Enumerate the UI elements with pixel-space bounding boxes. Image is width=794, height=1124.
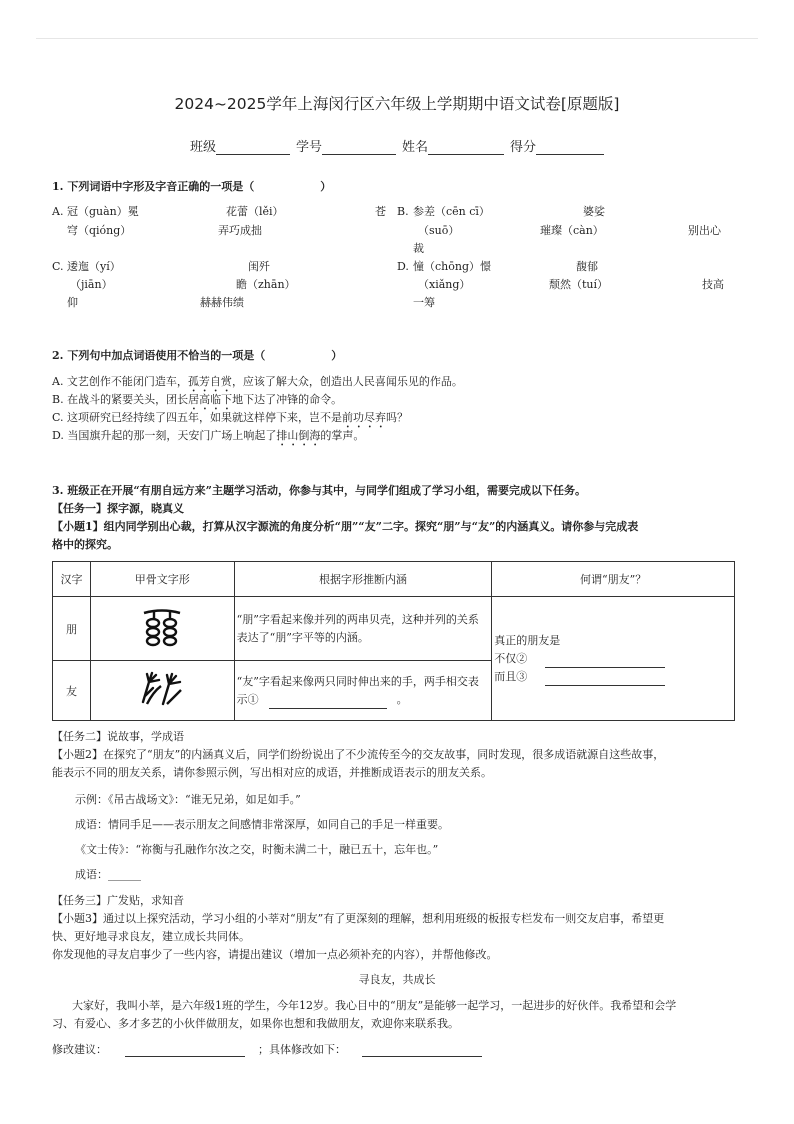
q2-a-post: ，应该了解大众，创造出人民喜闻乐见的作品。 <box>231 375 463 388</box>
q1-a-word1: 冠（guàn）冕 <box>67 205 139 218</box>
q2-d-pre: D. 当国旗升起的那一刻，天安门广场上响起了 <box>52 429 277 442</box>
blank2-label: 不仅② <box>494 651 528 665</box>
q1-b-word2: 婆娑 <box>583 205 605 218</box>
answer-blank-1[interactable] <box>269 696 387 709</box>
q2-c-dotted-word: 前功尽弃 <box>342 411 387 424</box>
q2-b-post: 地下达了冲锋的命令。 <box>232 393 343 406</box>
q1-stem: 1. 下列词语中字形及字音正确的一项是（ ） <box>52 180 332 193</box>
q1-option-c-label: C. <box>52 260 64 273</box>
oracle-you-cell <box>90 661 234 721</box>
oracle-you-glyph-icon <box>139 670 185 708</box>
suggestion-blank[interactable] <box>125 1044 245 1057</box>
table-header-cell: 汉字 <box>53 562 91 597</box>
friend-def-line3 <box>494 668 732 686</box>
q1-d-word2: 馥郁 <box>576 260 598 273</box>
q3-sub1-line2: 格中的探究。 <box>52 538 118 551</box>
q2-b-pre: B. 在战斗的紧要关头，团长 <box>52 393 189 406</box>
answer-blank-3[interactable] <box>545 673 665 686</box>
example-idiom: 成语：情同手足——表示朋友之间感情非常深厚，如同自己的手足一样重要。 <box>75 818 449 831</box>
oracle-peng-cell <box>90 597 234 661</box>
q1-d-word4: 一筹 <box>413 296 435 309</box>
q3-sub1-line1: 【小题1】组内同学别出心裁，打算从汉字源流的角度分析“朋”“友”二字。探究“朋”与“友”的内涵真义。请你参与完成表 <box>52 520 639 533</box>
q1-c-word3: 瞻（zhān） <box>236 278 296 291</box>
q2-b-dotted-word: 居高临下 <box>188 393 233 406</box>
table-header-cell: 甲骨文字形 <box>90 562 234 597</box>
q1-d-word3: 颓然（tuí） <box>549 278 609 291</box>
q1-option-d-label: D. <box>397 260 409 273</box>
q2-option-c <box>52 411 408 431</box>
oracle-peng-glyph-icon <box>140 605 184 649</box>
q2-option-d <box>52 429 364 449</box>
modify-blank[interactable] <box>362 1044 482 1057</box>
q1-a-word3b: 穹（qióng） <box>67 224 132 237</box>
suggest-label: 修改建议： <box>52 1043 107 1056</box>
q1-c-word4b: 仰 <box>67 296 78 309</box>
table-header-cell: 何谓“朋友”？ <box>492 562 735 597</box>
class-label: 班级 <box>190 140 217 155</box>
peng-meaning-cell: “朋”字看起来像并列的两串贝壳，这种并列的关系表达了“朋”字平等的内涵。 <box>234 597 492 661</box>
q2-a-pre: A. 文艺创作不能闭门造车， <box>52 375 188 388</box>
score-blank[interactable] <box>536 140 604 155</box>
example-quote: 示例：《吊古战场文》：“谁无兄弟，如足如手。” <box>75 793 301 806</box>
q1-b-word4b: 裁 <box>413 242 424 255</box>
q2-option-a <box>52 375 463 395</box>
q1-a-word4: 弄巧成拙 <box>218 224 262 237</box>
q1-d-word2b: （xiǎng） <box>418 278 471 291</box>
number-blank[interactable] <box>322 140 396 155</box>
q1-c-word4: 技高 <box>702 278 724 291</box>
q3-sub3-line2: 快、更好地寻求良友，建立成长共同体。 <box>52 930 250 943</box>
q1-c-word5: 赫赫伟绩 <box>200 296 244 309</box>
you-meaning-pre: “友”字看起来像两只同时伸出来的手，两手相交表示① <box>236 674 479 706</box>
q3-sub2-line1: 【小题2】在探究了“朋友”的内涵真义后，同学们纷纷说出了不少流传至今的交友故事，同时发现，很多成语就源自这些故事， <box>52 748 665 761</box>
modify-label: ；具体修改如下： <box>258 1043 346 1056</box>
name-label: 姓名 <box>402 140 429 155</box>
q1-c-word1: 逶迤（yí） <box>67 260 121 273</box>
name-blank[interactable] <box>428 140 504 155</box>
q3-sub3-line3: 你发现他的寻友启事少了一些内容，请提出建议（增加一点必须补充的内容），并帮他修改。 <box>52 948 498 961</box>
char-peng: 朋 <box>53 597 91 661</box>
table-row <box>53 597 735 661</box>
q1-b-word2b: （suō） <box>418 224 460 237</box>
q2-a-dotted-word: 孤芳自赏 <box>187 375 232 388</box>
idiom-answer[interactable]: 成语：______ <box>75 868 141 881</box>
q1-option-a-label: A. <box>52 205 64 218</box>
q3-sub2-line2: 能表示不同的朋友关系，请你参照示例，写出相对应的成语，并推断成语表示的朋友关系。 <box>52 766 492 779</box>
q3-task1-heading: 【任务一】探字源，晓真义 <box>52 502 184 515</box>
suggestion-line <box>52 1043 482 1057</box>
q1-a-word2: 花蕾（lěi） <box>226 205 284 218</box>
q1-b-word3: 璀璨（càn） <box>540 224 604 237</box>
q1-b-word1: 参差（cēn cī） <box>413 205 490 218</box>
q1-c-word2b: （jiān） <box>70 278 113 291</box>
q3-task3-heading: 【任务三】广发贴，求知音 <box>52 894 184 907</box>
notice-title: 寻良友，共成长 <box>358 973 436 986</box>
wenshi-quote: 《文士传》：“祢衡与孔融作尔汝之交，时衡未满二十，融已五十，忘年也。” <box>75 843 439 856</box>
blank3-label: 而且③ <box>494 669 528 683</box>
q2-option-b <box>52 393 342 413</box>
q3-task2-heading: 【任务二】说故事，学成语 <box>52 730 184 743</box>
q1-b-word4: 别出心 <box>688 224 721 237</box>
page-title: 2024~2025学年上海闵行区六年级上学期期中语文试卷[原题版] <box>174 95 620 113</box>
class-blank[interactable] <box>216 140 290 155</box>
char-you: 友 <box>53 661 91 721</box>
top-rule <box>36 38 758 39</box>
q3-stem: 3. 班级正在开展“有朋自远方来”主题学习活动，你参与其中，与同学们组成了学习小组，需要完成以下任务。 <box>52 484 586 497</box>
friend-definition-cell <box>492 597 735 721</box>
friend-def-line2 <box>494 650 732 668</box>
notice-line1: 大家好，我叫小莘，是六年级1班的学生，今年12岁。我心目中的“朋友”是能够一起学习，一起进步的好伙伴。我希望和会学 <box>72 999 677 1012</box>
table-header-cell: 根据字形推断内涵 <box>234 562 492 597</box>
q2-c-post: 吗？ <box>386 411 409 424</box>
q2-d-dotted-word: 排山倒海 <box>276 429 321 442</box>
friend-def-title: 真正的朋友是 <box>494 633 561 647</box>
inquiry-table <box>52 561 735 721</box>
notice-line2: 习、有爱心、多才多艺的小伙伴做朋友，如果你也想和我做朋友，欢迎你来联系我。 <box>52 1017 459 1030</box>
q1-d-word1: 憧（chōng）憬 <box>413 260 491 273</box>
student-info-line <box>190 136 610 155</box>
you-meaning-cell <box>234 661 492 721</box>
q2-stem: 2. 下列句中加点词语使用不恰当的一项是（ ） <box>52 349 343 362</box>
q2-c-pre: C. 这项研究已经持续了四五年，如果就这样停下来，岂不是 <box>52 411 343 424</box>
score-label: 得分 <box>510 140 537 155</box>
you-meaning-post: 。 <box>396 692 408 706</box>
answer-blank-2[interactable] <box>545 655 665 668</box>
q3-sub3-line1: 【小题3】通过以上探究活动，学习小组的小莘对“朋友”有了更深刻的理解，想利用班级的板报专栏发布一则交友启事，希望更 <box>52 912 665 925</box>
q1-option-b-label: B. <box>397 205 409 218</box>
q2-d-post: 的掌声。 <box>320 429 365 442</box>
number-label: 学号 <box>296 140 323 155</box>
table-header-row <box>53 562 735 597</box>
q1-a-word3: 苍 <box>375 205 386 218</box>
q1-c-word2: 闺歼 <box>248 260 270 273</box>
